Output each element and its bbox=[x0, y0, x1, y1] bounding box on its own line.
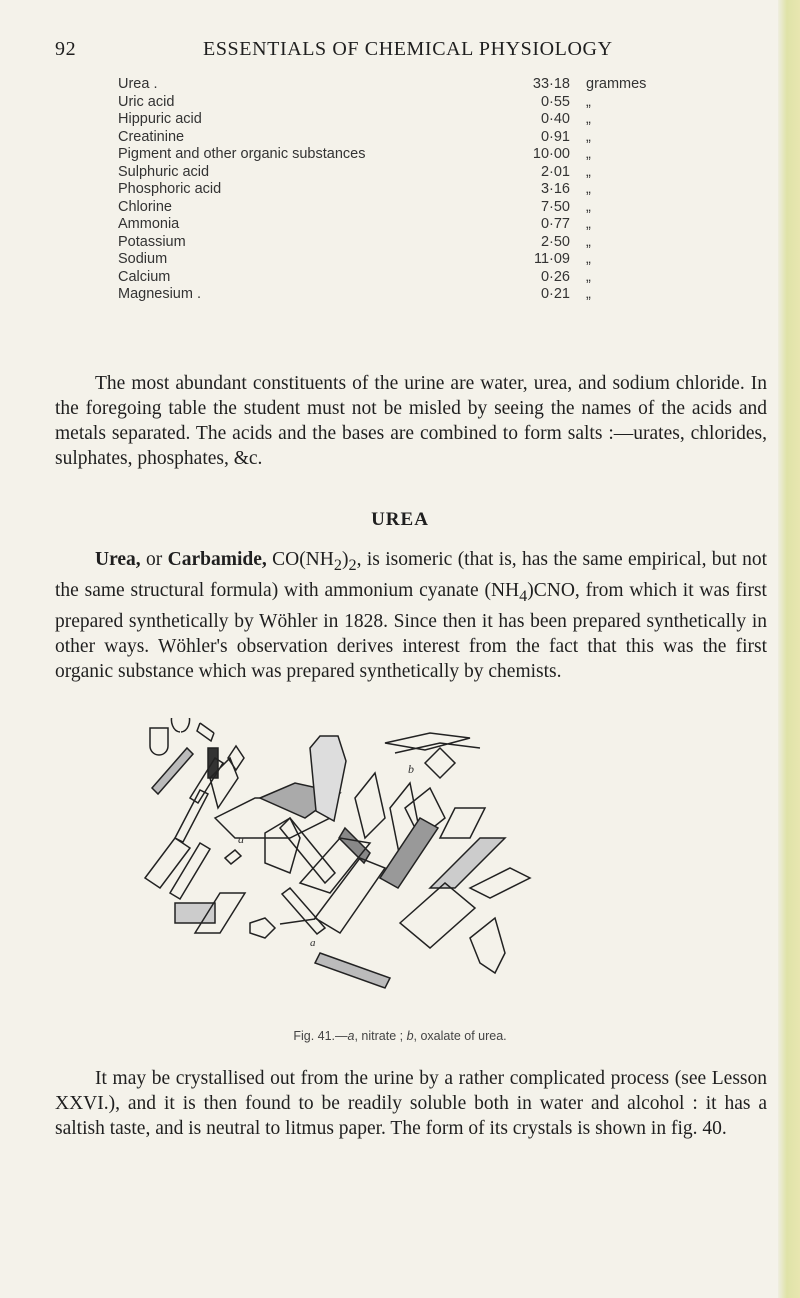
crystal-shape bbox=[150, 728, 168, 755]
table-row bbox=[118, 94, 658, 112]
formula-part: ) bbox=[341, 549, 349, 570]
paragraph-text-middle: , is isomeric (that is, has the same empirical, but not the same structural formula) with ammonium cyanate (NH bbox=[55, 549, 767, 601]
constituent-value: 0·77 bbox=[540, 216, 570, 232]
formula-part: CO(NH bbox=[266, 549, 334, 570]
constituent-value: 2·01 bbox=[540, 163, 570, 180]
crystal-shape bbox=[280, 818, 335, 883]
paragraph-text: It may be crystallised out from the urine by a rather complicated process (see Lesson XXVI.), and it is then found to be readily soluble both in water and alcohol : it has a saltish taste, and is neutral to litmus paper. The form of its crystals is shown in fig. 40. bbox=[55, 1068, 767, 1139]
caption-text-a: , nitrate ; bbox=[354, 1029, 407, 1043]
paragraph-crystallisation bbox=[55, 1066, 767, 1141]
crystal-shape bbox=[355, 773, 385, 838]
crystal-shape bbox=[310, 736, 346, 821]
table-row bbox=[118, 269, 658, 287]
running-title: ESSENTIALS OF CHEMICAL PHYSIOLOGY bbox=[203, 38, 613, 60]
page-number: 92 bbox=[55, 38, 77, 60]
table-row bbox=[118, 234, 658, 252]
constituent-name: Sodium bbox=[118, 251, 168, 267]
constituent-name: Potassium bbox=[118, 233, 186, 250]
constituent-unit: „ bbox=[586, 198, 591, 215]
paragraph-urea bbox=[55, 547, 767, 684]
crystal-shape bbox=[339, 828, 370, 863]
constituent-unit: „ bbox=[586, 251, 591, 267]
table-row bbox=[118, 216, 658, 234]
paragraph-text bbox=[55, 547, 767, 684]
caption-label-a: a bbox=[347, 1029, 355, 1043]
constituent-unit: „ bbox=[586, 93, 591, 110]
table-row bbox=[118, 251, 658, 269]
constituent-value: 0·55 bbox=[540, 93, 570, 110]
constituent-name: Sulphuric acid bbox=[118, 163, 210, 180]
constituent-value: 10·00 bbox=[532, 146, 570, 162]
constituents-table bbox=[118, 76, 658, 304]
table-row bbox=[118, 129, 658, 147]
constituent-value: 7·50 bbox=[540, 198, 570, 215]
crystal-shape bbox=[175, 903, 215, 923]
crystal-shape bbox=[145, 838, 190, 888]
constituent-unit: „ bbox=[586, 163, 591, 180]
table-row bbox=[118, 146, 658, 164]
crystal-shape bbox=[315, 858, 385, 933]
figure-label-a: a bbox=[310, 937, 316, 949]
urea-crystals-illustration bbox=[140, 718, 660, 1018]
constituent-name: Pigment and other organic substances bbox=[118, 146, 366, 162]
constituent-value: 33·18 bbox=[532, 76, 570, 92]
formula-subscript: 4 bbox=[519, 586, 528, 605]
constituent-name: Calcium bbox=[118, 268, 171, 285]
constituent-value: 0·40 bbox=[540, 111, 570, 127]
table-row bbox=[118, 199, 658, 217]
table-row bbox=[118, 164, 658, 182]
constituent-name: Magnesium . bbox=[118, 286, 202, 302]
section-heading: UREA bbox=[371, 509, 429, 530]
constituent-value: 0·21 bbox=[540, 286, 570, 302]
constituent-name: Hippuric acid bbox=[118, 111, 202, 127]
crystal-shape bbox=[175, 790, 208, 842]
constituent-unit: „ bbox=[586, 146, 591, 162]
constituent-unit: grammes bbox=[586, 76, 647, 92]
text-or: or bbox=[140, 549, 168, 570]
caption-label-b: b bbox=[406, 1029, 414, 1043]
crystal-shape bbox=[315, 953, 390, 988]
constituent-unit: „ bbox=[586, 268, 591, 285]
crystal-shape bbox=[470, 868, 530, 898]
constituent-unit: „ bbox=[586, 216, 591, 232]
constituent-value: 11·09 bbox=[533, 251, 570, 267]
constituent-name: Ammonia bbox=[118, 216, 180, 232]
crystal-shape bbox=[400, 883, 475, 948]
crystal-shape bbox=[440, 808, 485, 838]
constituent-name: Uric acid bbox=[118, 93, 175, 110]
paragraph-constituents bbox=[55, 371, 767, 471]
constituent-value: 0·91 bbox=[540, 128, 570, 145]
table-row bbox=[118, 181, 658, 199]
table-row bbox=[118, 111, 658, 129]
caption-figure-number: Fig. 41.— bbox=[293, 1029, 348, 1043]
figure-label-b: b bbox=[408, 762, 414, 776]
crystal-shape bbox=[225, 850, 241, 864]
page-edge bbox=[778, 0, 800, 1298]
constituent-unit: „ bbox=[586, 111, 591, 127]
crystal-shape bbox=[470, 918, 505, 973]
constituent-unit: „ bbox=[586, 286, 591, 302]
constituent-value: 3·16 bbox=[540, 181, 570, 197]
constituent-name: Chlorine bbox=[118, 198, 172, 215]
formula-subscript: 2 bbox=[348, 555, 357, 574]
crystal-shape bbox=[197, 723, 214, 741]
crystal-shape bbox=[385, 733, 480, 753]
paragraph-text-rest: )CNO, from which it was first prepared synthetically by Wöhler in 1828. Since then it has been prepared synthetically in other ways. Wöhler's observation derives interest from the fact that this was the first organic substance which was prepared synthetically by chemists. bbox=[55, 579, 767, 682]
crystal-shape bbox=[282, 888, 325, 934]
constituent-value: 2·50 bbox=[540, 233, 570, 250]
constituent-unit: „ bbox=[586, 181, 591, 197]
figure-label-a: a bbox=[238, 832, 244, 846]
crystal-shape bbox=[430, 838, 505, 888]
constituent-name: Phosphoric acid bbox=[118, 181, 222, 197]
constituent-unit: „ bbox=[586, 233, 591, 250]
caption-text-b: , oxalate of urea. bbox=[413, 1029, 507, 1043]
constituent-name: Urea . bbox=[118, 76, 158, 92]
crystal-shape bbox=[380, 818, 438, 888]
constituent-unit: „ bbox=[586, 128, 591, 145]
term-urea: Urea, bbox=[95, 549, 141, 570]
crystal-shape bbox=[425, 748, 455, 778]
constituent-name: Creatinine bbox=[118, 128, 185, 145]
table-row bbox=[118, 76, 658, 94]
crystal-shape bbox=[170, 843, 210, 899]
formula-subscript: 2 bbox=[333, 555, 342, 574]
crystal-shape bbox=[172, 718, 190, 732]
figure-caption bbox=[0, 1029, 800, 1043]
term-carbamide: Carbamide, bbox=[167, 549, 267, 570]
table-row bbox=[118, 286, 658, 304]
constituent-value: 0·26 bbox=[540, 268, 570, 285]
paragraph-text: The most abundant constituents of the urine are water, urea, and sodium chloride. In the foregoing table the student must not be misled by seeing the names of the acids and metals separated. The acids and the bases are combined to form salts :—urates, chlorides, sulphates, phosphates, &c. bbox=[55, 373, 767, 469]
